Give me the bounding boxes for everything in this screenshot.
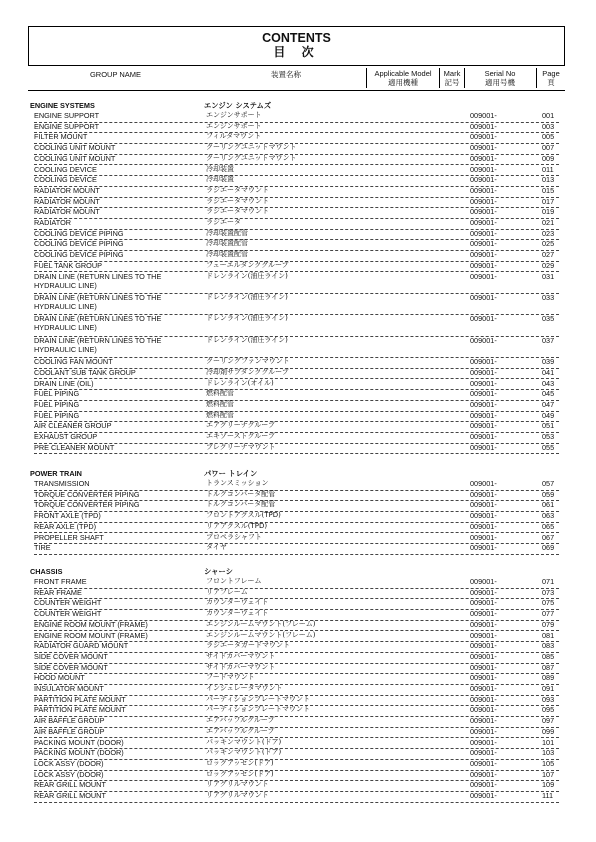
group-name: DRAIN LINE (RETURN LINES TO THE HYDRAULIC LINE) [34, 314, 162, 333]
group-name: REAR GRILL MOUNT [34, 780, 106, 790]
device-name: プロペラシャフト [206, 532, 262, 541]
page-number: 009 [542, 153, 555, 163]
device-name: サイドカバーマウント [206, 651, 276, 660]
group-name: COOLING UNIT MOUNT [34, 153, 116, 163]
page-number: 061 [542, 500, 555, 510]
page-number: 015 [542, 185, 555, 195]
serial-no: 009001- [470, 111, 497, 120]
page-number: 089 [542, 673, 555, 683]
group-name: TIRE [34, 543, 51, 553]
device-name: サイドカバーマウント [206, 662, 276, 671]
page-number: 021 [542, 218, 555, 227]
device-name: ラジエータ [206, 218, 241, 226]
group-name: AIR BAFFLE GROUP [34, 716, 105, 726]
group-name: TRANSMISSION [34, 479, 90, 488]
page-number: 037 [542, 335, 555, 345]
serial-no: 009001- [470, 577, 497, 586]
group-name: HOOD MOUNT [34, 673, 85, 683]
device-name: クーリングユニットマウント [206, 143, 297, 152]
page-number: 075 [542, 598, 555, 608]
page-number: 023 [542, 228, 555, 238]
device-name: ドレンライン(油圧ライン) [206, 292, 288, 301]
serial-no: 009001- [470, 532, 497, 542]
section-title: ENGINE SYSTEMS [30, 101, 95, 110]
device-name: エンジンサポート [206, 111, 262, 119]
serial-no: 009001- [470, 705, 497, 715]
page-number: 091 [542, 684, 555, 693]
device-name: エアバッフルグループ [206, 716, 275, 725]
device-name: ラジエータガードマウント [206, 641, 290, 650]
device-name: ラジエータマウント [206, 196, 269, 205]
serial-no: 009001- [470, 587, 497, 597]
device-name: 冷却装置 [206, 175, 234, 184]
group-name: FUEL PIPING [34, 399, 80, 409]
group-name: FUEL PIPING [34, 389, 80, 399]
device-name: トルクコンバータ配管 [206, 489, 276, 498]
serial-no: 009001- [470, 726, 497, 736]
device-name: フューエルタンクグループ [206, 260, 289, 269]
group-name: LOCK ASSY (DOOR) [34, 758, 104, 768]
group-name: AIR CLEANER GROUP [34, 421, 112, 431]
page-number: 043 [542, 378, 555, 388]
serial-no: 009001- [470, 335, 497, 345]
list-item[interactable] [34, 336, 559, 358]
group-name: PACKING MOUNT (DOOR) [34, 737, 124, 747]
device-name: フィルタマウント [206, 132, 262, 141]
page-number: 047 [542, 399, 555, 409]
serial-no: 009001- [470, 489, 497, 499]
serial-no: 009001- [470, 619, 497, 629]
header-group: GROUP NAME [89, 70, 142, 79]
header-mark: Mark 記号 [443, 69, 461, 87]
group-name: ENGINE ROOM MOUNT (FRAME) [34, 630, 148, 640]
group-name: PACKING MOUNT (DOOR) [34, 748, 124, 758]
page-number: 055 [542, 442, 555, 452]
page-number: 067 [542, 532, 555, 542]
page-number: 029 [542, 260, 555, 270]
page-number: 083 [542, 641, 555, 651]
group-name: DRAIN LINE (RETURN LINES TO THE HYDRAULIC LINE) [34, 292, 162, 311]
group-name: LOCK ASSY (DOOR) [34, 769, 104, 779]
device-name: 燃料配管 [206, 410, 234, 419]
page-number: 077 [542, 609, 555, 619]
device-name: 冷却装置配管 [206, 228, 248, 237]
page-number: 049 [542, 410, 555, 420]
header-page: Page 頁 [542, 69, 560, 87]
device-name: エンジンルームマウント(フレーム) [206, 619, 316, 628]
group-name: COOLING FAN MOUNT [34, 357, 113, 367]
device-name: カウンターウェイト [206, 609, 269, 618]
group-name: ENGINE SUPPORT [34, 111, 100, 120]
device-name: リアグリルマウント [206, 780, 269, 789]
device-name: ロックアッセン(ドア) [206, 758, 274, 767]
group-name: DRAIN LINE (RETURN LINES TO THE HYDRAULIC LINE) [34, 271, 162, 290]
group-name: FILTER MOUNT [34, 132, 88, 142]
serial-no: 009001- [470, 780, 497, 790]
serial-no: 009001- [470, 500, 497, 510]
serial-no: 009001- [470, 271, 497, 281]
serial-no: 009001- [470, 143, 497, 153]
device-name: 燃料配管 [206, 399, 234, 408]
serial-no: 009001- [470, 758, 497, 768]
device-name: エンジンルームマウント(フレーム) [206, 630, 316, 639]
serial-no: 009001- [470, 357, 497, 367]
page-number: 099 [542, 726, 555, 736]
serial-no: 009001- [470, 218, 497, 227]
device-name: タイヤ [206, 543, 227, 552]
group-name: INSULATOR MOUNT [34, 684, 104, 693]
serial-no: 009001- [470, 367, 497, 377]
serial-no: 009001- [470, 630, 497, 640]
device-name: クーリングファンマウント [206, 357, 290, 366]
device-name: パッキンマウント(ドア) [206, 748, 282, 757]
group-name: RADIATOR MOUNT [34, 207, 100, 217]
serial-no: 009001- [470, 164, 497, 174]
group-name: DRAIN LINE (OIL) [34, 378, 94, 388]
page-number: 057 [542, 479, 555, 488]
serial-no: 009001- [470, 769, 497, 779]
device-name: 燃料配管 [206, 389, 234, 398]
device-name: トランスミッション [206, 479, 269, 487]
page-title: CONTENTS [262, 31, 331, 45]
serial-no: 009001- [470, 479, 497, 488]
section-title-jp: パワー トレイン [204, 469, 258, 478]
page-number: 001 [542, 111, 555, 120]
page-number: 065 [542, 521, 555, 531]
group-name: COOLANT SUB TANK GROUP [34, 367, 136, 377]
page-number: 039 [542, 357, 555, 367]
page-number: 005 [542, 132, 555, 142]
device-name: ドレンライン(油圧ライン) [206, 271, 288, 280]
header-device: 装置名称 [271, 70, 301, 79]
group-name: COOLING DEVICE [34, 175, 97, 185]
page-number: 011 [542, 164, 554, 174]
serial-no: 009001- [470, 153, 497, 163]
page-number: 085 [542, 651, 555, 661]
serial-no: 009001- [470, 399, 497, 409]
serial-no: 009001- [470, 598, 497, 608]
group-name: RADIATOR MOUNT [34, 196, 100, 206]
group-name: COOLING DEVICE PIPING [34, 250, 124, 260]
page-number: 109 [542, 780, 555, 790]
device-name: ロックアッセン(ドア) [206, 769, 274, 778]
list-item[interactable] [34, 543, 559, 555]
device-name: ドレンライン(油圧ライン) [206, 335, 288, 344]
serial-no: 009001- [470, 196, 497, 206]
serial-no: 009001- [470, 228, 497, 238]
serial-no: 009001- [470, 207, 497, 217]
device-name: ラジエータマウント [206, 207, 269, 216]
device-name: ドレンライン(オイル) [206, 378, 274, 387]
page-number: 033 [542, 292, 555, 302]
group-name: ENGINE SUPPORT [34, 121, 100, 131]
page-number: 105 [542, 758, 555, 768]
group-name: PROPELLER SHAFT [34, 532, 104, 542]
serial-no: 009001- [470, 651, 497, 661]
group-name: RADIATOR MOUNT [34, 185, 100, 195]
group-name: PRE CLEANER MOUNT [34, 442, 115, 452]
group-name: REAR GRILL MOUNT [34, 791, 106, 800]
section-title: POWER TRAIN [30, 469, 82, 478]
group-name: EXHAUST GROUP [34, 432, 98, 441]
list-item[interactable] [34, 272, 559, 294]
group-name: TORQUE CONVERTER PIPING [34, 489, 140, 499]
page-number: 035 [542, 314, 555, 324]
page-number: 041 [542, 367, 555, 377]
serial-no: 009001- [470, 260, 497, 270]
serial-no: 009001- [470, 175, 497, 185]
device-name: 冷却装置配管 [206, 250, 248, 259]
device-name: ドレンライン(油圧ライン) [206, 314, 288, 323]
section-title-jp: シャーシ [204, 567, 233, 576]
page-number: 063 [542, 511, 555, 521]
serial-no: 009001- [470, 737, 497, 747]
serial-no: 009001- [470, 442, 497, 452]
device-name: エアバッフルグループ [206, 726, 275, 735]
page-number: 027 [542, 250, 555, 260]
serial-no: 009001- [470, 694, 497, 704]
serial-no: 009001- [470, 239, 497, 249]
serial-no: 009001- [470, 185, 497, 195]
serial-no: 009001- [470, 421, 497, 431]
page-number: 017 [542, 196, 555, 206]
section-title-jp: エンジン システムズ [204, 101, 272, 110]
group-name: COUNTER WEIGHT [34, 598, 102, 608]
group-name: TORQUE CONVERTER PIPING [34, 500, 140, 510]
page-number: 025 [542, 239, 555, 249]
serial-no: 009001- [470, 121, 497, 131]
device-name: フードマウント [206, 673, 255, 682]
device-name: リアフレーム [206, 587, 248, 596]
page-number: 003 [542, 121, 555, 131]
serial-no: 009001- [470, 250, 497, 260]
device-name: エアクリーナグループ [206, 421, 275, 430]
group-name: REAR FRAME [34, 587, 82, 597]
page-number: 031 [542, 271, 555, 281]
device-name: 冷却剤サブタンクグループ [206, 367, 289, 376]
serial-no: 009001- [470, 292, 497, 302]
group-name: REAR AXLE (TPD) [34, 521, 97, 531]
page-number: 045 [542, 389, 555, 399]
section-title: CHASSIS [30, 567, 63, 576]
page-number: 059 [542, 489, 555, 499]
header-serial: Serial No 適用号機 [484, 69, 516, 87]
group-name: SIDE COVER MOUNT [34, 651, 108, 661]
page-number: 111 [542, 791, 554, 800]
group-name: SIDE COVER MOUNT [34, 662, 108, 672]
device-name: エキゾーストグループ [206, 432, 275, 440]
serial-no: 009001- [470, 684, 497, 693]
device-name: パーティションプレートマウント [206, 705, 311, 714]
device-name: プレクリーナマウント [206, 442, 276, 451]
serial-no: 009001- [470, 132, 497, 142]
serial-no: 009001- [470, 543, 497, 553]
page-number: 081 [542, 630, 555, 640]
page-number: 073 [542, 587, 555, 597]
device-name: 冷却装置 [206, 164, 234, 173]
group-name: COOLING DEVICE PIPING [34, 228, 124, 238]
serial-no: 009001- [470, 673, 497, 683]
page-number: 087 [542, 662, 555, 672]
device-name: パッキンマウント(ドア) [206, 737, 282, 746]
serial-no: 009001- [470, 389, 497, 399]
page-number: 053 [542, 432, 555, 441]
serial-no: 009001- [470, 791, 497, 800]
device-name: 冷却装置配管 [206, 239, 248, 248]
header-model: Applicable Model 適用機種 [374, 69, 432, 87]
page-number: 095 [542, 705, 555, 715]
group-name: PARTITION PLATE MOUNT [34, 705, 126, 715]
page-number: 051 [542, 421, 555, 431]
group-name: FRONT AXLE (TPD) [34, 511, 101, 521]
page-number: 079 [542, 619, 555, 629]
serial-no: 009001- [470, 314, 497, 324]
device-name: フロントアクスル(TPD) [206, 511, 281, 520]
page-title-jp: 目 次 [273, 45, 320, 59]
serial-no: 009001- [470, 521, 497, 531]
device-name: リアアクスル(TPD) [206, 521, 268, 530]
device-name: トルクコンバータ配管 [206, 500, 276, 509]
page-number: 107 [542, 769, 555, 779]
serial-no: 009001- [470, 662, 497, 672]
device-name: クーリングユニットマウント [206, 153, 297, 162]
group-name: RADIATOR GUARD MOUNT [34, 641, 129, 651]
group-name: COUNTER WEIGHT [34, 609, 102, 619]
serial-no: 009001- [470, 748, 497, 758]
table-header [28, 68, 565, 91]
group-name: FRONT FRAME [34, 577, 87, 586]
device-name: リアグリルマウント [206, 791, 269, 799]
serial-no: 009001- [470, 410, 497, 420]
device-name: ラジエータマウント [206, 185, 269, 194]
group-name: ENGINE ROOM MOUNT (FRAME) [34, 619, 148, 629]
page-number: 013 [542, 175, 555, 185]
list-item[interactable] [34, 314, 559, 336]
serial-no: 009001- [470, 609, 497, 619]
page-number: 019 [542, 207, 555, 217]
page-number: 103 [542, 748, 555, 758]
page-number: 101 [542, 737, 555, 747]
group-name: FUEL TANK GROUP [34, 260, 102, 270]
group-name: RADIATOR [34, 218, 72, 227]
list-item[interactable] [34, 791, 559, 803]
group-name: DRAIN LINE (RETURN LINES TO THE HYDRAULIC LINE) [34, 335, 162, 354]
page-number: 069 [542, 543, 555, 553]
serial-no: 009001- [470, 511, 497, 521]
serial-no: 009001- [470, 378, 497, 388]
group-name: AIR BAFFLE GROUP [34, 726, 105, 736]
group-name: COOLING DEVICE PIPING [34, 239, 124, 249]
serial-no: 009001- [470, 641, 497, 651]
group-name: COOLING DEVICE [34, 164, 97, 174]
group-name: COOLING UNIT MOUNT [34, 143, 116, 153]
title-box [28, 26, 565, 66]
page-number: 093 [542, 694, 555, 704]
page-number: 071 [542, 577, 555, 586]
device-name: エンジンサポート [206, 121, 262, 130]
device-name: カウンターウェイト [206, 598, 269, 607]
serial-no: 009001- [470, 716, 497, 726]
device-name: インシュレータマウント [206, 684, 283, 692]
list-item[interactable] [34, 293, 559, 315]
group-name: PARTITION PLATE MOUNT [34, 694, 126, 704]
group-name: FUEL PIPING [34, 410, 80, 420]
page-number: 007 [542, 143, 555, 153]
device-name: フロントフレーム [206, 577, 262, 585]
device-name: パーティションプレートマウント [206, 694, 311, 703]
list-item[interactable] [34, 443, 559, 455]
serial-no: 009001- [470, 432, 497, 441]
page-number: 097 [542, 716, 555, 726]
